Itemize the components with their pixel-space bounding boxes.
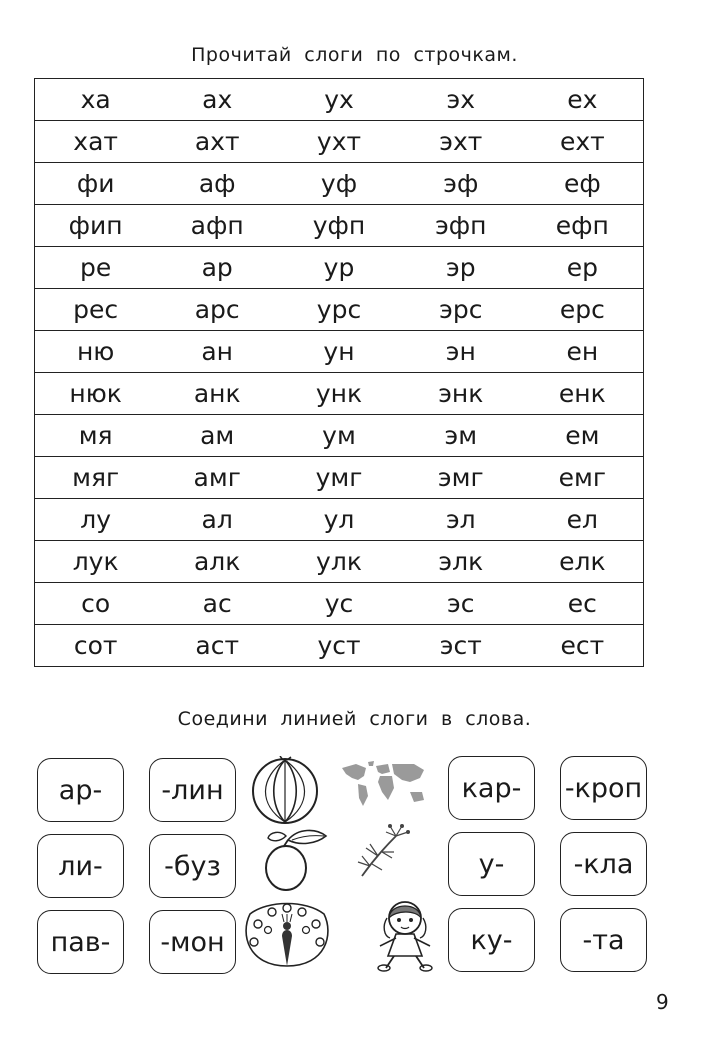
syllable-cell: лу [35,499,157,541]
syllable-cell: ах [156,79,278,121]
syllable-cell: эс [400,583,522,625]
syllable-cell: лук [35,541,157,583]
syllable-cell: ух [278,79,400,121]
syllable-box[interactable]: пав- [37,910,124,974]
page-number: 9 [656,990,669,1014]
syllable-box[interactable]: ку- [448,908,535,972]
syllable-row [35,541,644,583]
syllable-cell: эст [400,625,522,667]
syllable-row [35,625,644,667]
syllable-cell: ар [156,247,278,289]
syllable-cell: ур [278,247,400,289]
syllable-row [35,163,644,205]
syllable-cell: эл [400,499,522,541]
syllable-cell: анк [156,373,278,415]
syllable-cell: ахт [156,121,278,163]
syllable-cell: ам [156,415,278,457]
syllable-cell: емг [522,457,644,499]
syllable-cell: эр [400,247,522,289]
syllable-cell: эрс [400,289,522,331]
syllable-box[interactable]: у- [448,832,535,896]
syllable-cell: ню [35,331,157,373]
syllable-cell: алк [156,541,278,583]
lemon-icon [258,826,330,896]
syllable-cell: эхт [400,121,522,163]
syllable-cell: уфп [278,205,400,247]
syllable-box[interactable]: кар- [448,756,535,820]
syllable-cell: енк [522,373,644,415]
syllable-row [35,499,644,541]
exercise-title: Соедини линией слоги в слова. [177,708,532,730]
syllable-cell: ех [522,79,644,121]
syllable-cell: ер [522,247,644,289]
syllable-cell: со [35,583,157,625]
syllable-cell: эмг [400,457,522,499]
syllable-cell: рес [35,289,157,331]
syllable-cell: мя [35,415,157,457]
syllable-cell: афп [156,205,278,247]
syllable-box[interactable]: -кла [560,832,647,896]
peacock-icon [238,900,336,972]
syllable-cell: ен [522,331,644,373]
watermelon-icon [250,756,320,826]
syllable-cell: нюк [35,373,157,415]
syllable-cell: ерс [522,289,644,331]
syllable-cell: ус [278,583,400,625]
syllable-row [35,289,644,331]
syllable-cell: унк [278,373,400,415]
syllable-box[interactable]: ар- [37,758,124,822]
syllable-cell: мяг [35,457,157,499]
syllable-box[interactable]: -кроп [560,756,647,820]
syllable-cell: энк [400,373,522,415]
syllable-cell: улк [278,541,400,583]
syllable-cell: ум [278,415,400,457]
syllable-cell: ал [156,499,278,541]
syllable-row [35,583,644,625]
syllable-cell: фи [35,163,157,205]
syllable-cell: ха [35,79,157,121]
syllable-cell: ун [278,331,400,373]
syllable-row [35,121,644,163]
syllable-cell: аф [156,163,278,205]
syllable-cell: сот [35,625,157,667]
syllable-cell: ес [522,583,644,625]
syllable-row [35,415,644,457]
syllable-cell: эф [400,163,522,205]
syllable-cell: уф [278,163,400,205]
syllable-cell: эм [400,415,522,457]
syllable-cell: элк [400,541,522,583]
syllable-cell: фип [35,205,157,247]
syllable-row [35,331,644,373]
syllable-cell: ест [522,625,644,667]
syllable-cell: ефп [522,205,644,247]
syllable-cell: умг [278,457,400,499]
syllable-cell: эн [400,331,522,373]
syllable-cell: ул [278,499,400,541]
syllable-row [35,205,644,247]
syllable-cell: ас [156,583,278,625]
syllable-cell: аст [156,625,278,667]
syllable-row [35,247,644,289]
syllable-row [35,373,644,415]
syllable-cell: ухт [278,121,400,163]
syllable-cell: ре [35,247,157,289]
syllable-cell: уст [278,625,400,667]
dill-icon [352,822,414,880]
world-map-icon [338,758,430,810]
syllable-table [34,78,644,667]
syllable-cell: эфп [400,205,522,247]
syllable-cell: ем [522,415,644,457]
syllable-cell: ел [522,499,644,541]
syllable-cell: елк [522,541,644,583]
syllable-cell: арс [156,289,278,331]
syllable-cell: эх [400,79,522,121]
syllable-box[interactable]: -буз [149,834,236,898]
syllable-cell: ехт [522,121,644,163]
syllable-cell: хат [35,121,157,163]
syllable-box[interactable]: -мон [149,910,236,974]
page-title: Прочитай слоги по строчкам. [191,44,518,66]
syllable-box[interactable]: -та [560,908,647,972]
syllable-box[interactable]: ли- [37,834,124,898]
syllable-row [35,457,644,499]
doll-icon [370,896,440,972]
syllable-row [35,79,644,121]
syllable-cell: еф [522,163,644,205]
syllable-cell: урс [278,289,400,331]
syllable-box[interactable]: -лин [149,758,236,822]
syllable-cell: ан [156,331,278,373]
syllable-cell: амг [156,457,278,499]
